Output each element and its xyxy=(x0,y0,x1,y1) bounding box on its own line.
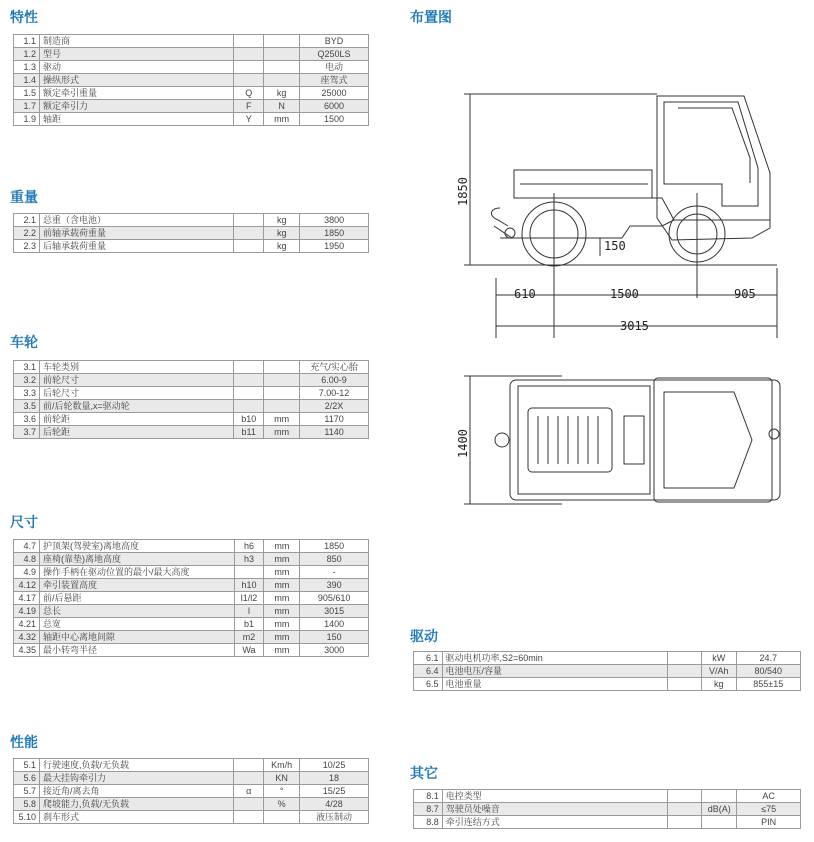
row-value: 24.7 xyxy=(736,652,800,665)
row-number: 2.3 xyxy=(14,240,40,253)
row-unit: V/Ah xyxy=(701,665,736,678)
row-label: 额定牵引重量 xyxy=(39,87,233,100)
row-number: 1.5 xyxy=(14,87,40,100)
spec-row xyxy=(14,759,369,772)
row-symbol xyxy=(234,374,264,387)
top-view-drawing xyxy=(452,372,782,522)
row-label: 驾驶员处噪音 xyxy=(442,803,667,816)
row-label: 前轴承载荷重量 xyxy=(39,227,233,240)
row-value: 80/540 xyxy=(736,665,800,678)
row-label: 总长 xyxy=(39,605,234,618)
row-symbol xyxy=(234,214,264,227)
spec-row xyxy=(14,87,369,100)
row-value: - xyxy=(300,566,369,579)
spec-row xyxy=(14,605,369,618)
row-number: 1.2 xyxy=(14,48,40,61)
dim-clearance: 150 xyxy=(604,239,626,253)
spec-row xyxy=(14,811,369,824)
row-number: 3.2 xyxy=(14,374,40,387)
row-label: 电池重量 xyxy=(442,678,668,691)
spec-row xyxy=(14,566,369,579)
section-title-dimensions: 尺寸 xyxy=(10,514,38,530)
row-unit xyxy=(264,361,300,374)
row-value: 7.00-12 xyxy=(300,387,369,400)
row-label: 车轮类别 xyxy=(39,361,233,374)
row-value: 1140 xyxy=(300,426,369,439)
other-table xyxy=(413,789,801,829)
spec-row xyxy=(14,361,369,374)
spec-row xyxy=(14,48,369,61)
spec-row xyxy=(14,214,369,227)
spec-row xyxy=(14,240,369,253)
row-number: 8.7 xyxy=(414,803,443,816)
spec-row xyxy=(14,113,369,126)
section-title-wheels: 车轮 xyxy=(10,334,38,350)
row-label: 前轮距 xyxy=(39,413,233,426)
row-label: 最小转弯半径 xyxy=(39,644,234,657)
row-unit xyxy=(264,61,300,74)
row-symbol xyxy=(234,227,264,240)
spec-row xyxy=(414,803,801,816)
row-unit xyxy=(264,74,300,87)
row-unit: N xyxy=(264,100,300,113)
section-title-weight: 重量 xyxy=(10,189,38,205)
row-symbol: l xyxy=(234,605,264,618)
row-symbol xyxy=(668,652,702,665)
row-number: 1.9 xyxy=(14,113,40,126)
row-label: 操作手柄在驱动位置的最小/最大高度 xyxy=(39,566,234,579)
drive-table xyxy=(413,651,801,691)
row-symbol: Wa xyxy=(234,644,264,657)
row-number: 6.1 xyxy=(414,652,443,665)
spec-row xyxy=(14,413,369,426)
row-unit: mm xyxy=(264,540,300,553)
row-number: 4.21 xyxy=(14,618,40,631)
row-number: 3.5 xyxy=(14,400,40,413)
row-value: 150 xyxy=(300,631,369,644)
row-value: 座驾式 xyxy=(300,74,369,87)
row-symbol xyxy=(234,798,264,811)
row-unit: Km/h xyxy=(264,759,300,772)
spec-row xyxy=(14,387,369,400)
spec-row xyxy=(14,400,369,413)
row-unit: mm xyxy=(264,644,300,657)
spec-row xyxy=(14,631,369,644)
row-value: 1500 xyxy=(300,113,369,126)
row-number: 3.7 xyxy=(14,426,40,439)
dimensions-table xyxy=(13,539,369,657)
row-value: 1950 xyxy=(300,240,369,253)
row-number: 4.12 xyxy=(14,579,40,592)
row-value: 充气/实心胎 xyxy=(300,361,369,374)
row-value: 18 xyxy=(300,772,369,785)
row-unit: mm xyxy=(264,579,300,592)
row-value: 390 xyxy=(300,579,369,592)
row-unit xyxy=(264,374,300,387)
row-label: 前/后悬距 xyxy=(39,592,234,605)
spec-row xyxy=(14,35,369,48)
spec-row xyxy=(414,652,801,665)
dim-height: 1850 xyxy=(456,177,470,206)
row-unit: mm xyxy=(264,426,300,439)
row-number: 3.3 xyxy=(14,387,40,400)
row-value: 2/2X xyxy=(300,400,369,413)
spec-row xyxy=(14,798,369,811)
row-value: 液压制动 xyxy=(300,811,369,824)
spec-row xyxy=(14,618,369,631)
row-symbol: m2 xyxy=(234,631,264,644)
row-value: ≤75 xyxy=(737,803,801,816)
spec-row xyxy=(14,540,369,553)
row-number: 1.7 xyxy=(14,100,40,113)
row-symbol: b10 xyxy=(234,413,264,426)
row-label: 轴距 xyxy=(39,113,233,126)
row-unit: kW xyxy=(701,652,736,665)
row-symbol: α xyxy=(234,785,264,798)
row-value: 3800 xyxy=(300,214,369,227)
spec-row xyxy=(14,579,369,592)
wheels-table xyxy=(13,360,369,439)
row-value: 4/28 xyxy=(300,798,369,811)
spec-row xyxy=(14,644,369,657)
row-unit: ° xyxy=(264,785,300,798)
row-value: 1850 xyxy=(300,540,369,553)
row-label: 护顶架(驾驶室)离地高度 xyxy=(39,540,234,553)
spec-row xyxy=(14,592,369,605)
row-unit: mm xyxy=(264,618,300,631)
row-label: 驱动 xyxy=(39,61,233,74)
row-number: 4.32 xyxy=(14,631,40,644)
row-symbol xyxy=(234,566,264,579)
row-label: 总重（含电池） xyxy=(39,214,233,227)
row-unit: kg xyxy=(701,678,736,691)
row-unit: kg xyxy=(264,240,300,253)
row-unit xyxy=(264,387,300,400)
row-label: 后轴承载荷重量 xyxy=(39,240,233,253)
spec-row xyxy=(14,553,369,566)
section-title-drive: 驱动 xyxy=(410,628,438,644)
row-value: 1170 xyxy=(300,413,369,426)
row-unit: KN xyxy=(264,772,300,785)
row-symbol: b1 xyxy=(234,618,264,631)
row-symbol xyxy=(234,811,264,824)
row-number: 8.1 xyxy=(414,790,443,803)
row-unit xyxy=(264,811,300,824)
row-number: 2.1 xyxy=(14,214,40,227)
row-symbol: b11 xyxy=(234,426,264,439)
row-number: 4.8 xyxy=(14,553,40,566)
row-unit: mm xyxy=(264,605,300,618)
row-value: 850 xyxy=(300,553,369,566)
row-label: 刹车形式 xyxy=(39,811,233,824)
row-number: 4.9 xyxy=(14,566,40,579)
row-label: 座椅(靠垫)离地高度 xyxy=(39,553,234,566)
row-symbol xyxy=(234,759,264,772)
spec-row xyxy=(414,678,801,691)
row-value: 1850 xyxy=(300,227,369,240)
side-view-drawing xyxy=(452,88,782,338)
row-number: 8.8 xyxy=(414,816,443,829)
row-number: 4.19 xyxy=(14,605,40,618)
row-symbol xyxy=(234,240,264,253)
spec-row xyxy=(414,665,801,678)
row-number: 6.4 xyxy=(414,665,443,678)
row-value: 10/25 xyxy=(300,759,369,772)
row-label: 接近角/离去角 xyxy=(39,785,233,798)
row-label: 后轮距 xyxy=(39,426,233,439)
features-table xyxy=(13,34,369,126)
row-symbol xyxy=(234,400,264,413)
performance-table xyxy=(13,758,369,824)
row-label: 驱动电机功率,S2=60min xyxy=(442,652,668,665)
row-unit: mm xyxy=(264,113,300,126)
spec-row xyxy=(14,785,369,798)
section-title-layout: 布置图 xyxy=(410,9,452,25)
row-label: 牵引连结方式 xyxy=(442,816,667,829)
row-symbol: Q xyxy=(234,87,264,100)
row-value: 15/25 xyxy=(300,785,369,798)
row-label: 最大挂钩牵引力 xyxy=(39,772,233,785)
spec-row xyxy=(14,374,369,387)
row-label: 电池电压/容量 xyxy=(442,665,668,678)
row-symbol xyxy=(234,74,264,87)
row-label: 前/后轮数量,x=驱动轮 xyxy=(39,400,233,413)
row-number: 4.17 xyxy=(14,592,40,605)
row-unit: mm xyxy=(264,413,300,426)
row-symbol xyxy=(668,678,702,691)
row-number: 5.10 xyxy=(14,811,40,824)
dim-rear-overhang: 610 xyxy=(514,287,536,301)
row-unit: mm xyxy=(264,553,300,566)
row-number: 5.6 xyxy=(14,772,40,785)
spec-row xyxy=(14,74,369,87)
row-number: 5.1 xyxy=(14,759,40,772)
row-value: 25000 xyxy=(300,87,369,100)
row-label: 后轮尺寸 xyxy=(39,387,233,400)
row-symbol: l1/l2 xyxy=(234,592,264,605)
row-symbol xyxy=(234,772,264,785)
row-symbol xyxy=(234,48,264,61)
dim-length: 3015 xyxy=(620,319,649,333)
row-symbol: h3 xyxy=(234,553,264,566)
row-symbol: Y xyxy=(234,113,264,126)
row-unit: dB(A) xyxy=(702,803,737,816)
row-symbol: h10 xyxy=(234,579,264,592)
section-title-features: 特性 xyxy=(10,9,38,25)
spec-row xyxy=(14,61,369,74)
row-label: 电控类型 xyxy=(442,790,667,803)
row-unit: mm xyxy=(264,592,300,605)
row-label: 制造商 xyxy=(39,35,233,48)
row-unit: % xyxy=(264,798,300,811)
row-unit xyxy=(264,35,300,48)
dim-wheelbase: 1500 xyxy=(610,287,639,301)
row-symbol: F xyxy=(234,100,264,113)
row-value: 3000 xyxy=(300,644,369,657)
row-number: 5.7 xyxy=(14,785,40,798)
row-number: 1.1 xyxy=(14,35,40,48)
row-number: 1.3 xyxy=(14,61,40,74)
row-unit xyxy=(702,816,737,829)
row-number: 4.7 xyxy=(14,540,40,553)
row-symbol xyxy=(667,816,701,829)
row-symbol xyxy=(668,665,702,678)
row-label: 爬坡能力,负载/无负载 xyxy=(39,798,233,811)
row-label: 操纵形式 xyxy=(39,74,233,87)
row-symbol xyxy=(234,387,264,400)
row-unit: kg xyxy=(264,227,300,240)
row-value: 855±15 xyxy=(736,678,800,691)
spec-row xyxy=(414,790,801,803)
row-number: 2.2 xyxy=(14,227,40,240)
row-label: 轴距中心离地间隙 xyxy=(39,631,234,644)
row-unit: kg xyxy=(264,87,300,100)
row-symbol xyxy=(234,361,264,374)
row-unit xyxy=(702,790,737,803)
row-value: 6000 xyxy=(300,100,369,113)
spec-row xyxy=(14,100,369,113)
row-symbol: h6 xyxy=(234,540,264,553)
row-value: Q250LS xyxy=(300,48,369,61)
row-value: 1400 xyxy=(300,618,369,631)
spec-row xyxy=(14,426,369,439)
row-unit xyxy=(264,48,300,61)
dim-front-overhang: 905 xyxy=(734,287,756,301)
row-number: 3.1 xyxy=(14,361,40,374)
row-unit xyxy=(264,400,300,413)
row-value: 905/610 xyxy=(300,592,369,605)
row-unit: mm xyxy=(264,566,300,579)
spec-row xyxy=(14,772,369,785)
dim-width: 1400 xyxy=(456,429,470,458)
row-label: 总宽 xyxy=(39,618,234,631)
row-label: 行驶速度,负载/无负载 xyxy=(39,759,233,772)
spec-row xyxy=(414,816,801,829)
row-value: 3015 xyxy=(300,605,369,618)
row-label: 额定牵引力 xyxy=(39,100,233,113)
row-value: AC xyxy=(737,790,801,803)
row-number: 1.4 xyxy=(14,74,40,87)
row-number: 5.8 xyxy=(14,798,40,811)
row-value: BYD xyxy=(300,35,369,48)
row-unit: kg xyxy=(264,214,300,227)
section-title-performance: 性能 xyxy=(10,734,38,750)
row-label: 前轮尺寸 xyxy=(39,374,233,387)
row-label: 牵引装置高度 xyxy=(39,579,234,592)
spec-row xyxy=(14,227,369,240)
row-value: 6.00-9 xyxy=(300,374,369,387)
row-number: 3.6 xyxy=(14,413,40,426)
section-title-other: 其它 xyxy=(410,765,438,781)
row-unit: mm xyxy=(264,631,300,644)
row-label: 型号 xyxy=(39,48,233,61)
row-value: PIN xyxy=(737,816,801,829)
row-symbol xyxy=(667,803,701,816)
row-symbol xyxy=(234,61,264,74)
weight-table xyxy=(13,213,369,253)
row-number: 4.35 xyxy=(14,644,40,657)
row-number: 6.5 xyxy=(414,678,443,691)
row-value: 电动 xyxy=(300,61,369,74)
row-symbol xyxy=(667,790,701,803)
row-symbol xyxy=(234,35,264,48)
